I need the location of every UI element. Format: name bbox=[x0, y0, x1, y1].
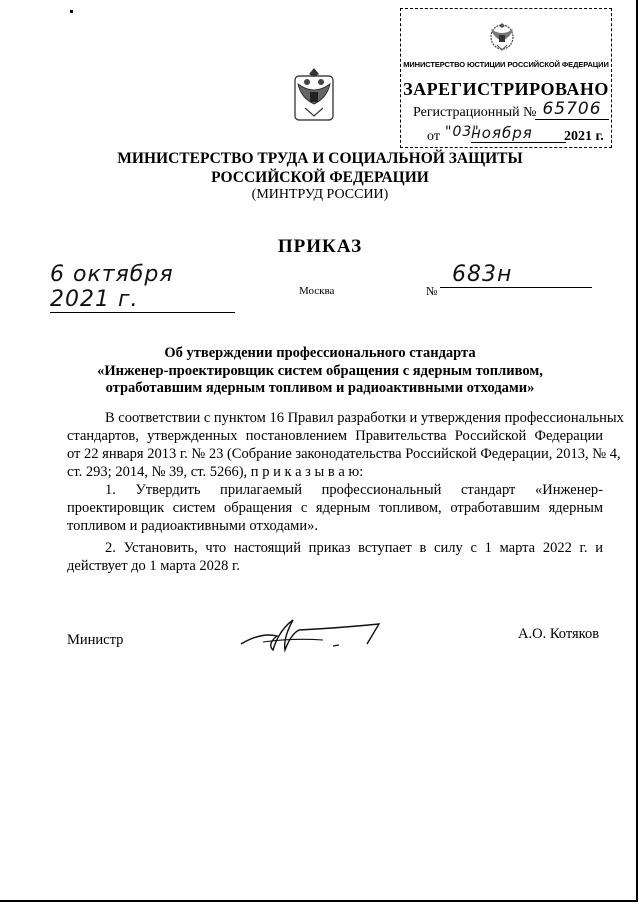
handwritten-signature-icon bbox=[233, 612, 413, 662]
stamp-registered: ЗАРЕГИСТРИРОВАНО bbox=[403, 79, 609, 99]
eagle-emblem-icon bbox=[487, 17, 517, 53]
order-city: Москва bbox=[299, 285, 335, 297]
body-p1-line1: В соответствии с пунктом 16 Правил разработки и утверждения профессиональных bbox=[105, 410, 624, 426]
order-title: ПРИКАЗ bbox=[277, 236, 363, 257]
stamp-day: "03" bbox=[445, 124, 480, 140]
order-number-label: № bbox=[426, 284, 438, 298]
stamp-ministry: МИНИСТЕРСТВО ЮСТИЦИИ РОССИЙСКОЙ ФЕДЕРАЦИИ bbox=[403, 60, 609, 69]
order-date: 6 октября 2021 г. bbox=[50, 262, 235, 313]
registration-stamp bbox=[400, 8, 612, 148]
subject-line2: «Инженер-проектировщик систем обращения с ядерным топливом, bbox=[97, 363, 543, 379]
order-number: 683н bbox=[440, 262, 592, 288]
body-p1-line4: ст. 293; 2014, № 39, ст. 5266), п р и к а з ы в а ю: bbox=[67, 464, 364, 480]
stamp-reg-label: Регистрационный № bbox=[413, 105, 537, 120]
subject-line1: Об утверждении профессионального стандарта bbox=[164, 345, 476, 361]
body-p3-line1: 2. Установить, что настоящий приказ вступает в силу с 1 марта 2022 г. и bbox=[105, 540, 603, 556]
body-p2-line1: 1. Утвердить прилагаемый профессиональный стандарт «Инженер- bbox=[105, 482, 603, 498]
body-p2-line2: проектировщик систем обращения с ядерным топливом, отработавшим ядерным bbox=[67, 500, 603, 516]
stamp-date-prefix: от bbox=[427, 129, 440, 144]
body-p1-line3: от 22 января 2013 г. № 23 (Собрание законодательства Российской Федерации, 2013, № 4, bbox=[67, 446, 621, 462]
ministry-name-line1: МИНИСТЕРСТВО ТРУДА И СОЦИАЛЬНОЙ ЗАЩИТЫ bbox=[117, 150, 523, 167]
signer-position: Министр bbox=[67, 632, 124, 648]
body-p3-line2: действует до 1 марта 2028 г. bbox=[67, 558, 240, 574]
stamp-year: 2021 г. bbox=[564, 129, 604, 144]
subject-line3: отработавшим ядерным топливом и радиоактивными отходами» bbox=[105, 380, 535, 396]
ministry-short-name: (МИНТРУД РОССИИ) bbox=[251, 187, 389, 202]
body-p2-line3: топливом и радиоактивными отходами». bbox=[67, 518, 318, 534]
stamp-reg-number: 65706 bbox=[535, 99, 609, 120]
ministry-name-line2: РОССИЙСКОЙ ФЕДЕРАЦИИ bbox=[211, 169, 429, 186]
coat-of-arms-icon bbox=[289, 66, 339, 126]
signer-name: А.О. Котяков bbox=[518, 626, 600, 642]
body-p1-line2: стандартов, утвержденных постановлением Правительства Российской Федерации bbox=[67, 428, 603, 444]
stamp-month: ноября bbox=[471, 124, 566, 143]
scan-dot bbox=[70, 10, 73, 13]
